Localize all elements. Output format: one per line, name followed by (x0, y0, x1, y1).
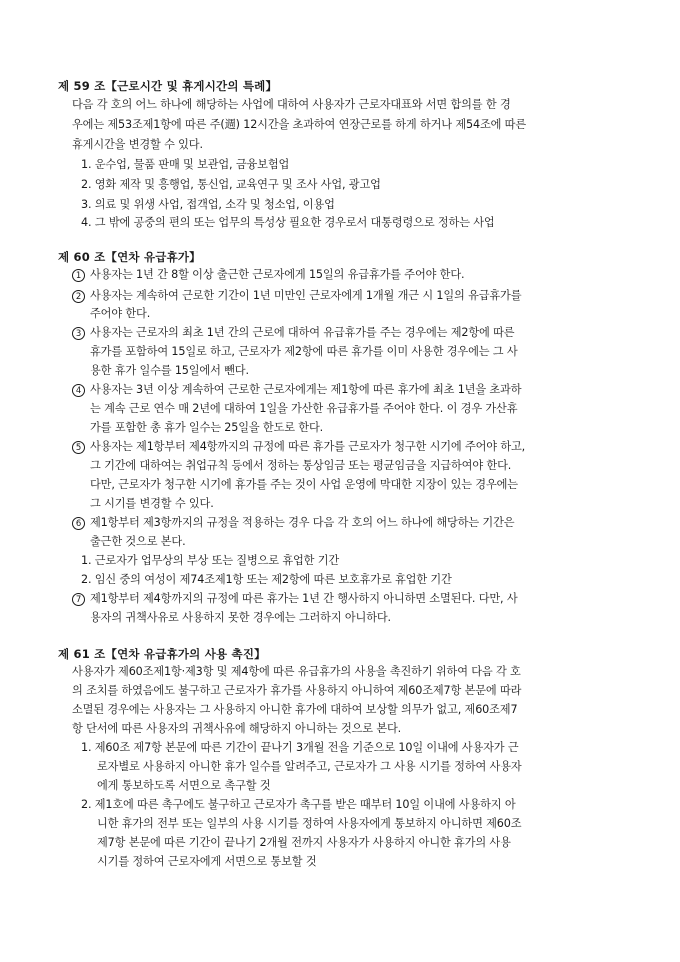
list-item: 4. 그 밖에 공중의 편의 또는 업무의 특성상 필요한 경우로서 대통령령으로 정하는 사업 (81, 216, 495, 229)
clause-line: 용자의 귀책사유로 사용하지 못한 경우에는 그러하지 아니하다. (90, 611, 391, 624)
paragraph-line: 의 조치를 하였음에도 불구하고 근로자가 휴가를 사용하지 아니하여 제60조제7항 본문에 따라 (72, 684, 522, 697)
list-item: 2. 임신 중의 여성이 제74조제1항 또는 제2항에 따른 보호휴가로 휴업한 기간 (81, 573, 452, 586)
clause-line: 3 사용자는 근로자의 최초 1년 간의 근로에 대하여 유급휴가를 주는 경우에는 제2항에 따른 (72, 324, 514, 342)
clause-line: 7 제1항부터 제4항까지의 규정에 따른 휴가는 1년 간 행사하지 아니하면 소멸된다. 다만, 사 (72, 590, 518, 608)
clause-line: 휴가를 포함하여 15일로 하고, 근로자가 제2항에 따른 휴가를 이미 사용한 경우에는 그 사 (90, 345, 518, 358)
clause-line: 주어야 한다. (90, 307, 151, 320)
list-item: 3. 의료 및 위생 사업, 접객업, 소각 및 청소업, 이용업 (81, 198, 335, 211)
article-heading: 제 59 조【근로시간 및 휴게시간의 특례】 (58, 79, 278, 93)
clause-line: 2 사용자는 계속하여 근로한 기간이 1년 미만인 근로자에게 1개월 개근 시 1일의 유급휴가를 (72, 287, 521, 305)
article-heading: 제 61 조【연차 유급휴가의 사용 촉진】 (58, 647, 266, 661)
clause-line: 용한 휴가 일수를 15일에서 뺀다. (90, 364, 249, 377)
paragraph-line: 다음 각 호의 어느 하나에 해당하는 사업에 대하여 사용자가 근로자대표와 서면 합의를 한 경 (72, 98, 511, 111)
list-item: 로자별로 사용하지 아니한 휴가 일수를 알려주고, 근로자가 그 사용 시기를 정하여 사용자 (97, 760, 522, 773)
clause-number: 1 (72, 269, 85, 282)
clause-number: 4 (72, 384, 85, 397)
paragraph-line: 우에는 제53조제1항에 따른 주(週) 12시간을 초과하여 연장근로를 하게 하거나 제54조에 따른 (72, 118, 526, 131)
list-item: 1. 제60조 제7항 본문에 따른 기간이 끝나기 3개월 전을 기준으로 10일 이내에 사용자가 근 (81, 741, 519, 754)
paragraph-line: 사용자가 제60조제1항·제3항 및 제4항에 따른 유급휴가의 사용을 촉진하기 위하여 다음 각 호 (72, 665, 521, 678)
clause-number: 7 (72, 593, 85, 606)
clause-line: 는 계속 근로 연수 매 2년에 대하여 1일을 가산한 유급휴가를 주어야 한다. 이 경우 가산휴 (90, 402, 518, 415)
list-item: 2. 영화 제작 및 흥행업, 통신업, 교육연구 및 조사 사업, 광고업 (81, 178, 381, 191)
article-heading: 제 60 조【연차 유급휴가】 (58, 250, 201, 264)
clause-line: 가를 포함한 총 휴가 일수는 25일을 한도로 한다. (90, 421, 324, 434)
clause-line: 4 사용자는 3년 이상 계속하여 근로한 근로자에게는 제1항에 따른 휴가에 최초 1년을 초과하 (72, 381, 521, 399)
paragraph-line: 휴게시간을 변경할 수 있다. (72, 138, 203, 151)
list-item: 에게 통보하도록 서면으로 촉구할 것 (97, 779, 271, 792)
clause-number: 5 (72, 441, 85, 454)
paragraph-line: 소멸된 경우에는 사용자는 그 사용하지 아니한 휴가에 대하여 보상할 의무가 없고, 제60조제7 (72, 703, 518, 716)
list-item: 시기를 정하여 근로자에게 서면으로 통보할 것 (97, 855, 317, 868)
clause-line: 그 시기를 변경할 수 있다. (90, 497, 214, 510)
clause-number: 6 (72, 517, 85, 530)
clause-line: 출근한 것으로 본다. (90, 535, 186, 548)
clause-line: 6 제1항부터 제3항까지의 규정을 적용하는 경우 다음 각 호의 어느 하나에 해당하는 기간은 (72, 514, 514, 532)
clause-number: 3 (72, 327, 85, 340)
clause-line: 다만, 근로자가 청구한 시기에 휴가를 주는 것이 사업 운영에 막대한 지장이 있는 경우에는 (90, 478, 518, 491)
list-item: 제7항 본문에 따른 기간이 끝나기 2개월 전까지 사용자가 사용하지 아니한 휴가의 사용 (97, 836, 511, 849)
clause-line: 그 기간에 대하여는 취업규칙 등에서 정하는 통상임금 또는 평균임금을 지급하여야 한다. (90, 459, 512, 472)
clause-line: 5 사용자는 제1항부터 제4항까지의 규정에 따른 휴가를 근로자가 청구한 시기에 주어야 하고, (72, 438, 525, 456)
clause-line: 1 사용자는 1년 간 8할 이상 출근한 근로자에게 15일의 유급휴가를 주어야 한다. (72, 266, 464, 284)
list-item: 1. 근로자가 업무상의 부상 또는 질병으로 휴업한 기간 (81, 554, 340, 567)
list-item: 니한 휴가의 전부 또는 일부의 사용 시기를 정하여 사용자에게 통보하지 아니하면 제60조 (97, 817, 522, 830)
list-item: 2. 제1호에 따른 촉구에도 불구하고 근로자가 촉구를 받은 때부터 10일 이내에 사용하지 아 (81, 798, 516, 811)
clause-number: 2 (72, 290, 85, 303)
list-item: 1. 운수업, 물품 판매 및 보관업, 금융보험업 (81, 158, 290, 171)
paragraph-line: 항 단서에 따른 사용자의 귀책사유에 해당하지 아니하는 것으로 본다. (72, 722, 402, 735)
